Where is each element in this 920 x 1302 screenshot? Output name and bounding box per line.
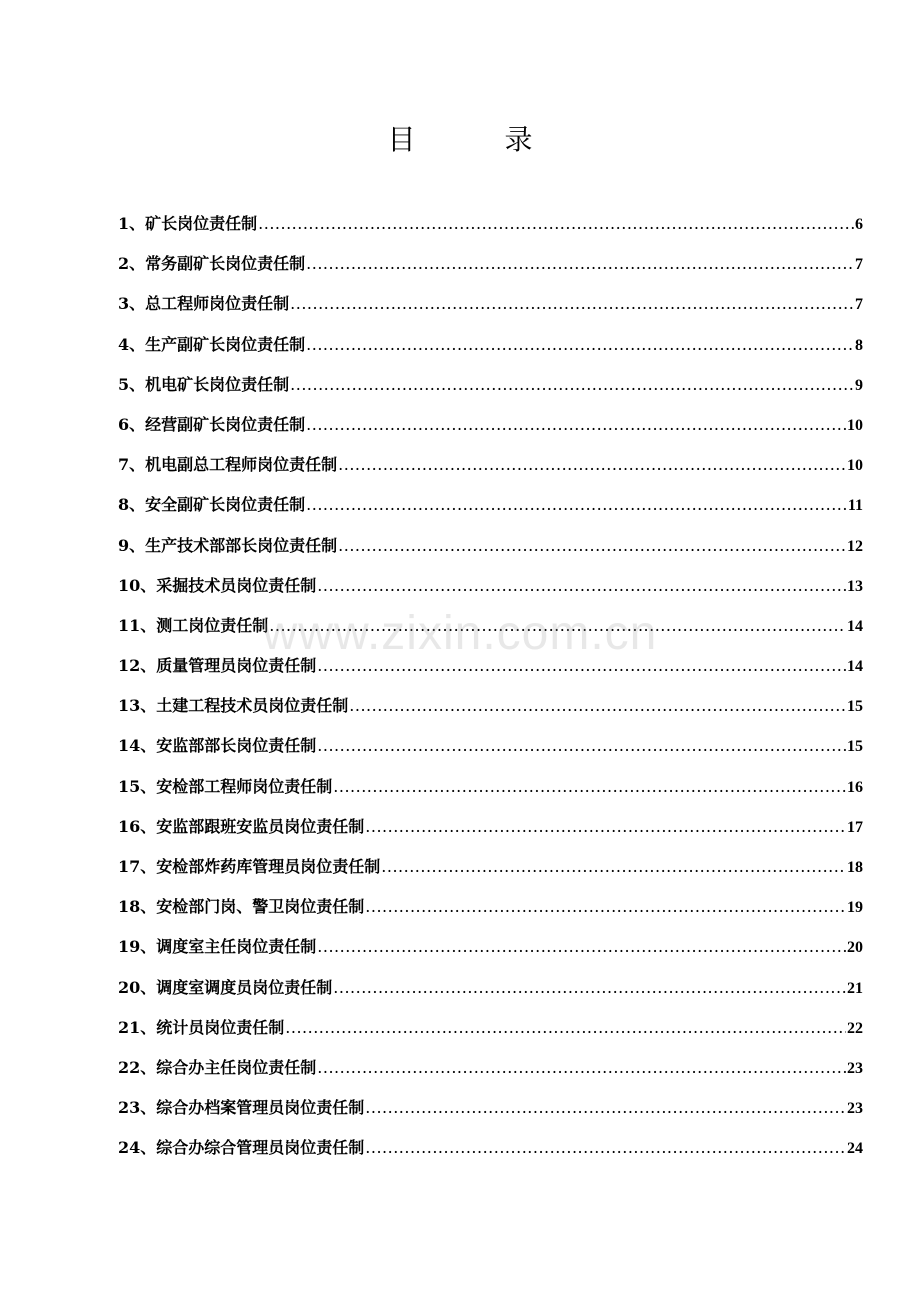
toc-entry-label: 18、安检部门岗、警卫岗位责任制 (118, 897, 365, 917)
toc-entry-page: 14 (847, 658, 863, 676)
toc-entry-page: 23 (847, 1100, 863, 1118)
toc-entry-label: 16、安监部跟班安监员岗位责任制 (118, 816, 365, 836)
toc-entry-label: 15、安检部工程师岗位责任制 (118, 776, 333, 796)
toc-entry-17[interactable] (118, 852, 863, 892)
toc-entry-22[interactable] (118, 1053, 863, 1093)
toc-entry-label: 6、经营副矿长岗位责任制 (118, 414, 306, 434)
toc-entry-label: 2、常务副矿长岗位责任制 (118, 254, 306, 274)
dot-leader (317, 731, 846, 761)
toc-entry-page: 20 (847, 939, 863, 957)
toc-entry-label: 11、测工岗位责任制 (118, 615, 269, 635)
dot-leader (317, 571, 846, 601)
toc-entry-page: 18 (847, 859, 863, 876)
toc-entry-page: 8 (855, 336, 863, 354)
dot-leader (333, 973, 846, 1003)
dot-leader (338, 531, 846, 561)
toc-entry-11[interactable] (118, 611, 863, 651)
toc-entry-label: 8、安全副矿长岗位责任制 (118, 495, 306, 515)
toc-entry-page: 14 (847, 617, 863, 635)
toc-entry-page: 17 (847, 818, 863, 836)
table-of-contents (118, 209, 863, 1174)
dot-leader (317, 932, 846, 962)
toc-entry-15[interactable] (118, 772, 863, 812)
dot-leader (365, 1133, 846, 1163)
toc-entry-page: 24 (847, 1140, 863, 1158)
dot-leader (285, 1013, 846, 1043)
toc-entry-page: 9 (855, 376, 863, 394)
toc-entry-label: 14、安监部部长岗位责任制 (118, 736, 317, 756)
dot-leader (333, 772, 846, 802)
toc-entry-16[interactable] (118, 812, 863, 852)
toc-entry-page: 19 (847, 899, 863, 917)
toc-entry-2[interactable] (118, 249, 863, 289)
dot-leader (269, 611, 846, 641)
toc-entry-label: 1、矿长岗位责任制 (118, 214, 258, 233)
page-title: 目 录 (387, 123, 533, 156)
dot-leader (349, 691, 846, 721)
toc-entry-page: 7 (855, 296, 863, 314)
dot-leader (306, 249, 854, 279)
toc-entry-page: 12 (847, 537, 863, 555)
toc-entry-13[interactable] (118, 691, 863, 731)
toc-entry-10[interactable] (118, 571, 863, 611)
toc-entry-label: 21、统计员岗位责任制 (118, 1017, 285, 1037)
toc-entry-20[interactable] (118, 973, 863, 1013)
toc-entry-page: 11 (847, 497, 863, 515)
toc-entry-label: 9、生产技术部部长岗位责任制 (118, 535, 338, 555)
dot-leader (317, 651, 846, 681)
toc-entry-page: 6 (855, 216, 863, 233)
toc-entry-12[interactable] (118, 651, 863, 691)
toc-entry-label: 3、总工程师岗位责任制 (118, 294, 290, 314)
toc-entry-label: 20、调度室调度员岗位责任制 (118, 977, 333, 997)
toc-entry-9[interactable] (118, 531, 863, 571)
toc-entry-page: 15 (847, 698, 863, 716)
toc-entry-7[interactable] (118, 450, 863, 490)
dot-leader (306, 410, 846, 440)
watermark: www.zixin.com.cn (262, 607, 658, 660)
toc-entry-page: 13 (847, 577, 863, 595)
toc-entry-19[interactable] (118, 932, 863, 972)
toc-entry-page: 21 (847, 979, 863, 997)
dot-leader (306, 490, 847, 520)
toc-entry-label: 10、采掘技术员岗位责任制 (118, 575, 317, 595)
toc-entry-14[interactable] (118, 731, 863, 771)
dot-leader (317, 1053, 846, 1083)
toc-entry-18[interactable] (118, 892, 863, 932)
dot-leader (365, 892, 846, 922)
toc-entry-label: 13、土建工程技术员岗位责任制 (118, 696, 349, 716)
toc-entry-label: 12、质量管理员岗位责任制 (118, 656, 317, 676)
toc-entry-4[interactable] (118, 330, 863, 370)
toc-entry-23[interactable] (118, 1093, 863, 1133)
dot-leader (381, 852, 846, 882)
dot-leader (338, 450, 846, 480)
dot-leader (365, 1093, 846, 1123)
toc-entry-5[interactable] (118, 370, 863, 410)
toc-entry-label: 5、机电矿长岗位责任制 (118, 374, 290, 394)
toc-entry-label: 24、综合办综合管理员岗位责任制 (118, 1138, 365, 1158)
toc-entry-label: 7、机电副总工程师岗位责任制 (118, 455, 338, 475)
toc-entry-page: 7 (855, 256, 863, 274)
toc-entry-21[interactable] (118, 1013, 863, 1053)
toc-entry-3[interactable] (118, 289, 863, 329)
toc-entry-page: 10 (847, 416, 863, 434)
dot-leader (290, 370, 854, 400)
toc-entry-label: 4、生产副矿长岗位责任制 (118, 334, 306, 354)
toc-entry-page: 23 (847, 1059, 863, 1077)
toc-entry-page: 22 (847, 1019, 863, 1037)
dot-leader (258, 209, 854, 239)
toc-entry-1[interactable] (118, 209, 863, 249)
toc-entry-page: 15 (847, 738, 863, 756)
dot-leader (306, 330, 854, 360)
dot-leader (290, 289, 854, 319)
dot-leader (365, 812, 846, 842)
toc-entry-page: 10 (847, 457, 863, 475)
toc-entry-label: 23、综合办档案管理员岗位责任制 (118, 1098, 365, 1118)
toc-entry-label: 17、安检部炸药库管理员岗位责任制 (118, 857, 381, 876)
toc-entry-page: 16 (847, 778, 863, 796)
toc-entry-label: 19、调度室主任岗位责任制 (118, 937, 317, 957)
toc-entry-24[interactable] (118, 1133, 863, 1173)
toc-entry-label: 22、综合办主任岗位责任制 (118, 1057, 317, 1077)
toc-entry-6[interactable] (118, 410, 863, 450)
toc-entry-8[interactable] (118, 490, 863, 530)
